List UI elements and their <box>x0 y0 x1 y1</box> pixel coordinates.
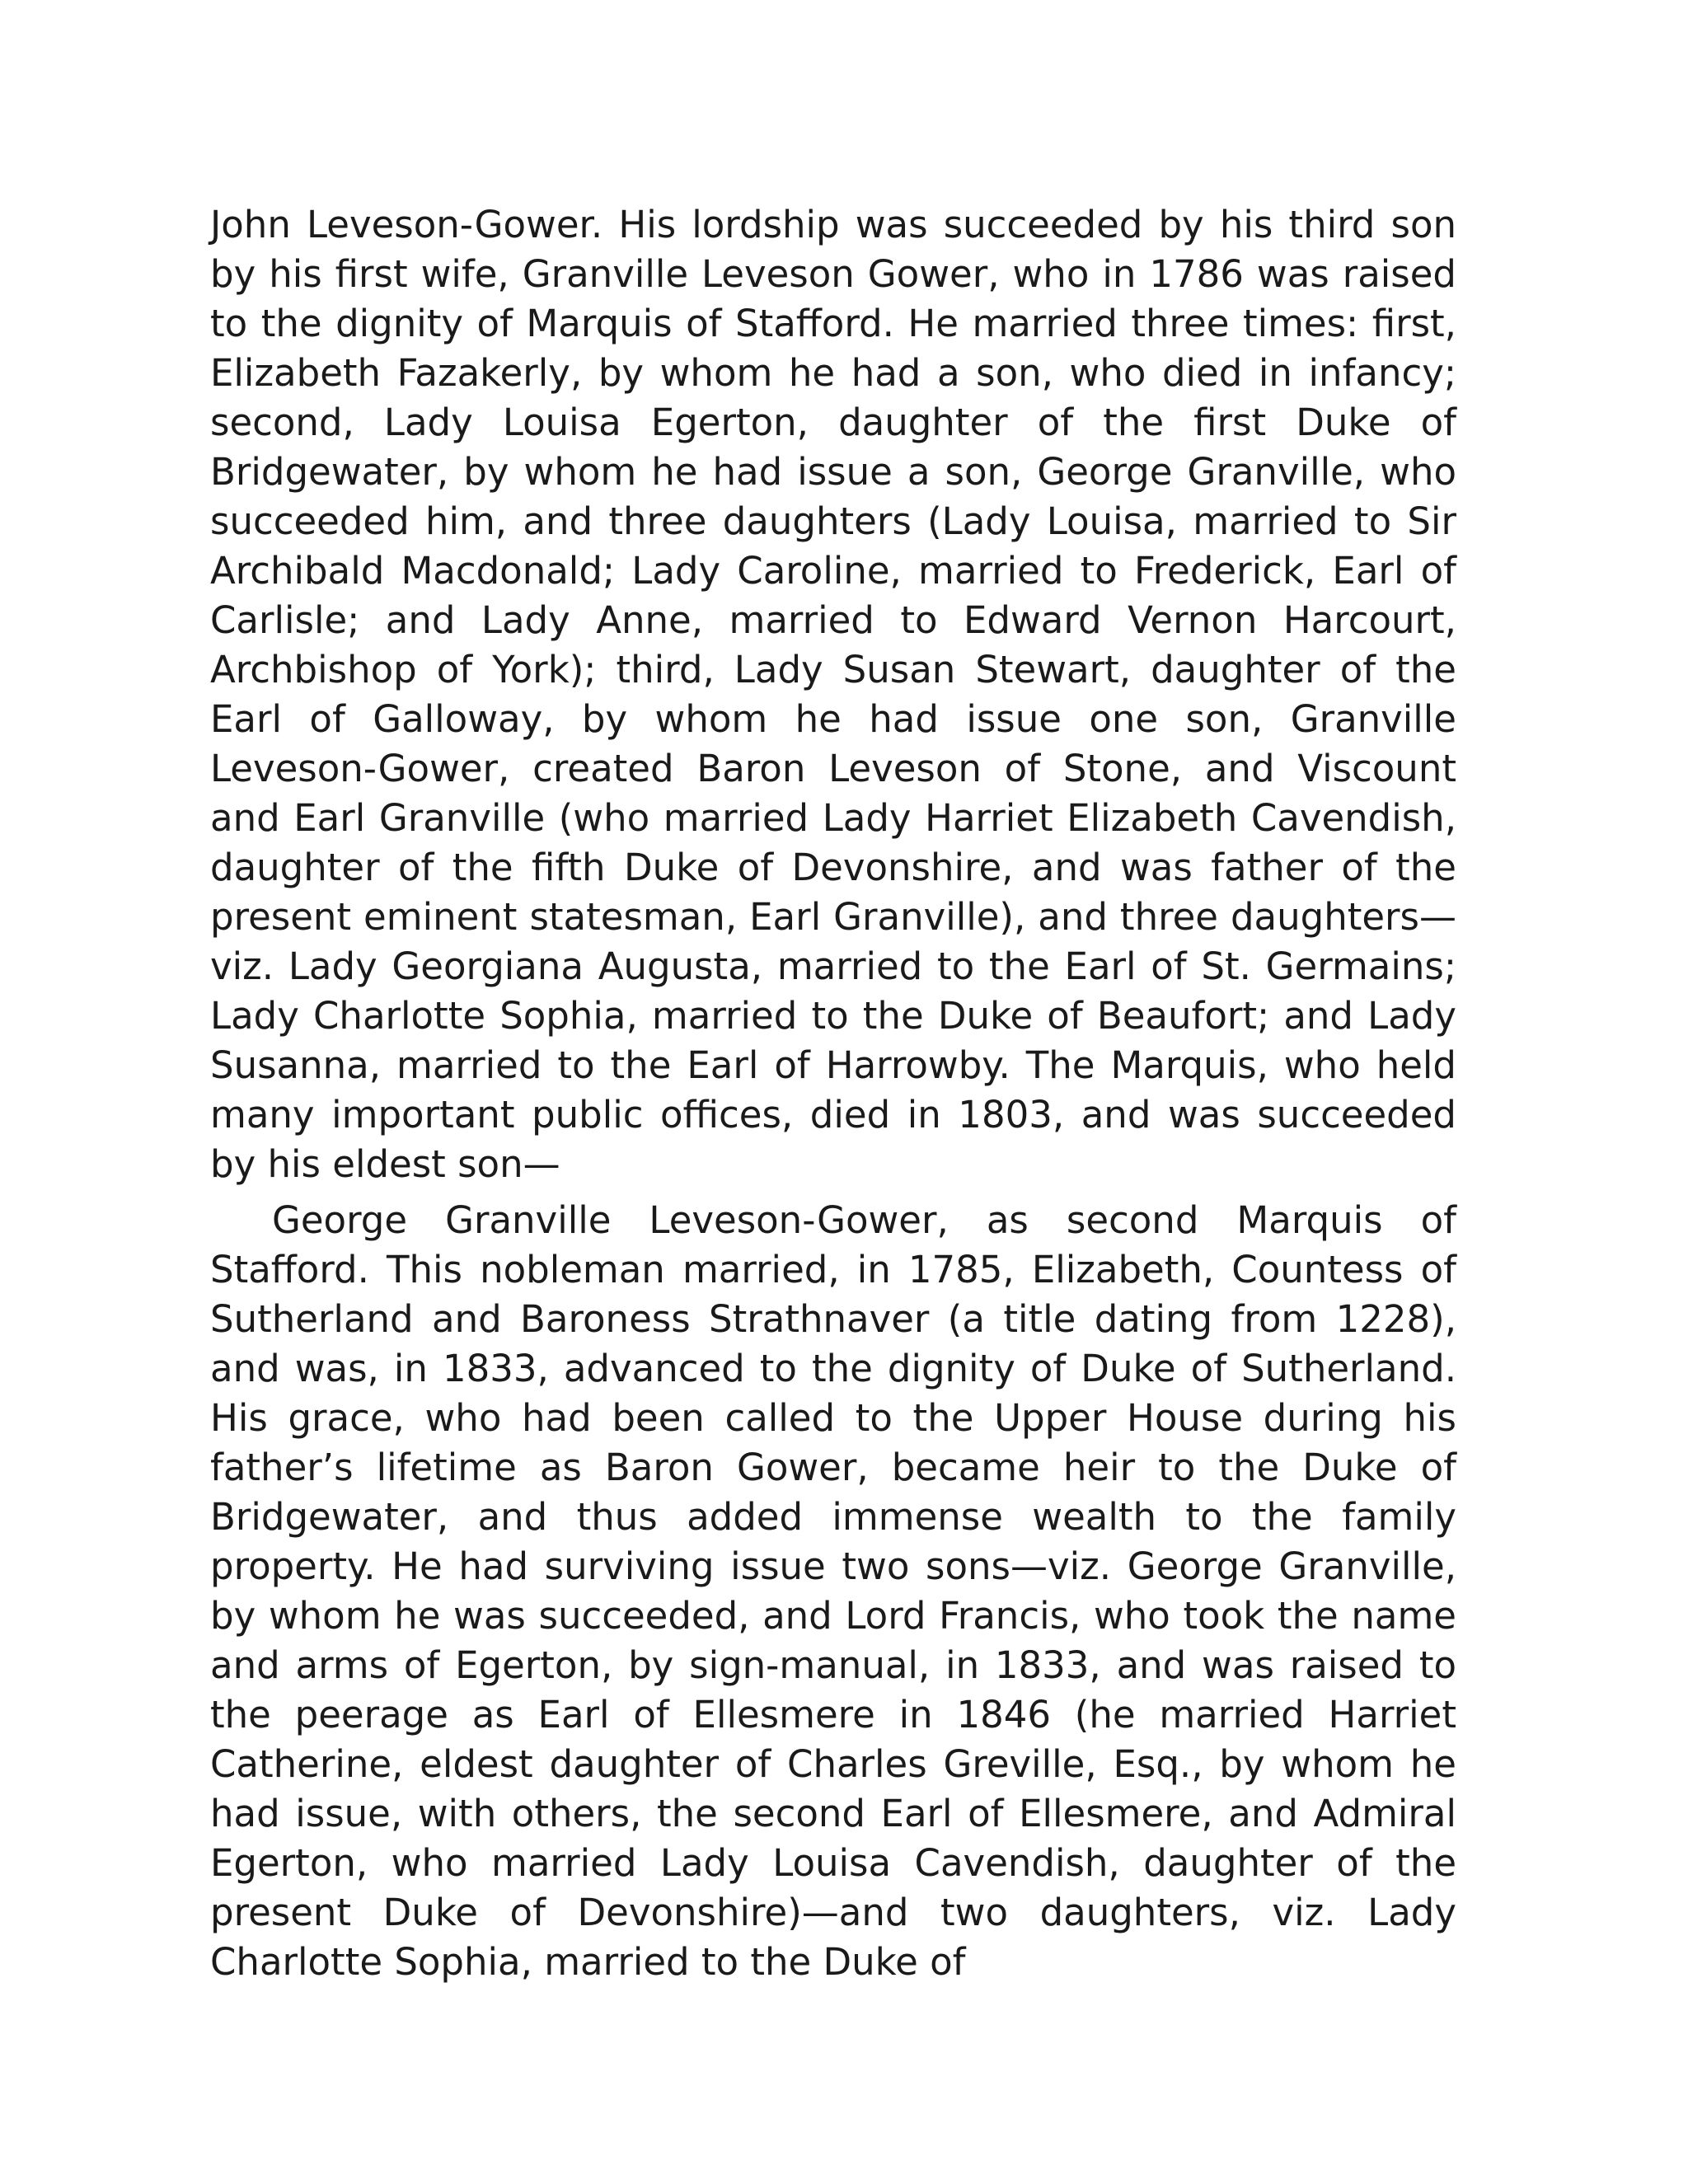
document-page <box>210 200 1456 1987</box>
paragraph-second-marquis: George Granville Leveson-Gower, as second Marquis of Stafford. This nobleman married, in 1785, Elizabeth, Countess of Sutherland and Baroness Strathnaver (a title dating from 1228), and was, in 1833, advanced to the dignity of Duke of Sutherland. His grace, who had been called to the Upper House during his father’s lifetime as Baron Gower, became heir to the Duke of Bridgewater, and thus added immense wealth to the family property. He had surviving issue two sons—viz. George Granville, by whom he was succeeded, and Lord Francis, who took the name and arms of Egerton, by sign-manual, in 1833, and was raised to the peerage as Earl of Ellesmere in 1846 (he married Harriet Catherine, eldest daughter of Charles Greville, Esq., by whom he had issue, with others, the second Earl of Ellesmere, and Admiral Egerton, who married Lady Louisa Cavendish, daughter of the present Duke of Devonshire)—and two daughters, viz. Lady Charlotte Sophia, married to the Duke of <box>210 1198 1456 1984</box>
paragraph-continuation: John Leveson-Gower. His lordship was succeeded by his third son by his first wife, Granville Leveson Gower, who in 1786 was raised to the dignity of Marquis of Stafford. He married three times: first, Elizabeth Fazakerly, by whom he had a son, who died in infancy; second, Lady Louisa Egerton, daughter of the first Duke of Bridgewater, by whom he had issue a son, George Granville, who succeeded him, and three daughters (Lady Louisa, married to Sir Archibald Macdonald; Lady Caroline, married to Frederick, Earl of Carlisle; and Lady Anne, married to Edward Vernon Harcourt, Archbishop of York); third, Lady Susan Stewart, daughter of the Earl of Galloway, by whom he had issue one son, Granville Leveson-Gower, created Baron Leveson of Stone, and Viscount and Earl Granville (who married Lady Harriet Elizabeth Cavendish, daughter of the fifth Duke of Devonshire, and was father of the present eminent statesman, Earl Granville), and three daughters—viz. Lady Georgiana Augusta, married to the Earl of St. Germains; Lady Charlotte Sophia, married to the Duke of Beaufort; and Lady Susanna, married to the Earl of Harrowby. The Marquis, who held many important public offices, died in 1803, and was succeeded by his eldest son— <box>210 203 1456 1186</box>
